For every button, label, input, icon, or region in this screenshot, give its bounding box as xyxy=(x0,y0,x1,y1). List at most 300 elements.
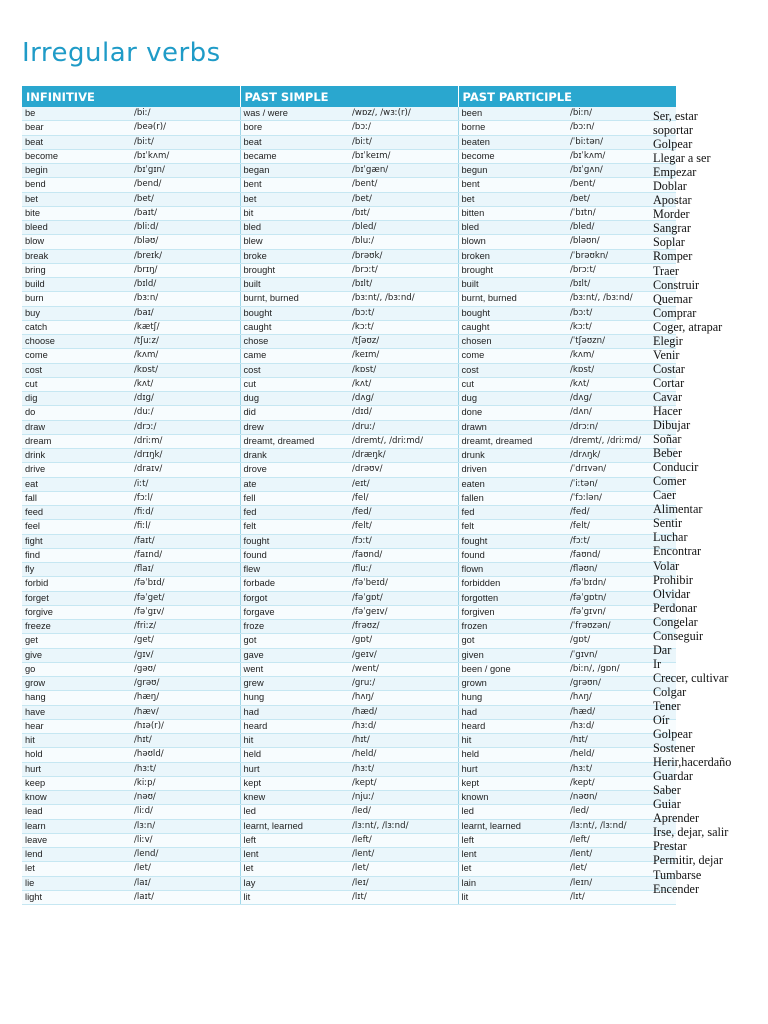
table-row xyxy=(22,107,676,121)
infinitive-pron-cell: /bɪˈgɪn/ xyxy=(131,164,240,178)
infinitive-pron-cell: /dɪg/ xyxy=(131,392,240,406)
past-participle-pron-cell: /ˈfrəʊzən/ xyxy=(567,620,676,634)
translation-item: Costar xyxy=(653,361,685,376)
past-participle-pron-cell: /lent/ xyxy=(567,848,676,862)
infinitive-cell: break xyxy=(22,249,131,263)
past-participle-pron-cell: /bent/ xyxy=(567,178,676,192)
past-simple-cell: caught xyxy=(240,320,349,334)
table-row xyxy=(22,776,676,790)
past-participle-pron-cell: /hæd/ xyxy=(567,705,676,719)
translation-item: Permitir, dejar xyxy=(653,853,723,868)
past-participle-pron-cell: /ˈbiːtən/ xyxy=(567,135,676,149)
infinitive-pron-cell: /liːv/ xyxy=(131,833,240,847)
past-participle-pron-cell: /ˈtʃəʊzn/ xyxy=(567,335,676,349)
translation-item: Volar xyxy=(653,558,680,573)
past-simple-pron-cell: /hæd/ xyxy=(349,705,458,719)
translation-item: Dar xyxy=(653,642,672,657)
past-simple-pron-cell: /lɜːnt/, /lɜːnd/ xyxy=(349,819,458,833)
past-simple-cell: gave xyxy=(240,648,349,662)
infinitive-cell: cut xyxy=(22,377,131,391)
infinitive-pron-cell: /bliːd/ xyxy=(131,221,240,235)
past-participle-pron-cell: /lɪt/ xyxy=(567,890,676,904)
past-participle-cell: been / gone xyxy=(458,662,567,676)
past-participle-cell: kept xyxy=(458,776,567,790)
infinitive-pron-cell: /friːz/ xyxy=(131,620,240,634)
past-participle-cell: borne xyxy=(458,121,567,135)
past-simple-pron-cell: /bɔː/ xyxy=(349,121,458,135)
translation-item: Congelar xyxy=(653,614,698,629)
translation-item: Sangrar xyxy=(653,221,691,236)
translation-item: soportar xyxy=(653,123,693,138)
translation-item: Ir xyxy=(653,656,662,671)
past-participle-pron-cell: /bɪlt/ xyxy=(567,278,676,292)
past-participle-pron-cell: /faʊnd/ xyxy=(567,548,676,562)
past-participle-pron-cell: /bled/ xyxy=(567,221,676,235)
past-simple-cell: built xyxy=(240,278,349,292)
infinitive-pron-cell: /grəʊ/ xyxy=(131,677,240,691)
translation-item: Crecer, cultivar xyxy=(653,670,729,685)
past-participle-pron-cell: /hɜːt/ xyxy=(567,762,676,776)
table-row xyxy=(22,890,676,904)
infinitive-pron-cell: /həʊld/ xyxy=(131,748,240,762)
past-participle-cell: driven xyxy=(458,463,567,477)
table-row xyxy=(22,235,676,249)
past-simple-pron-cell: /bent/ xyxy=(349,178,458,192)
past-simple-cell: forgot xyxy=(240,591,349,605)
translation-item: Llegar a ser xyxy=(653,151,711,166)
past-simple-pron-cell: /felt/ xyxy=(349,520,458,534)
table-row xyxy=(22,306,676,320)
past-participle-cell: had xyxy=(458,705,567,719)
table-row xyxy=(22,463,676,477)
past-participle-cell: lit xyxy=(458,890,567,904)
infinitive-pron-cell: /draɪv/ xyxy=(131,463,240,477)
infinitive-pron-cell: /tʃuːz/ xyxy=(131,335,240,349)
past-simple-pron-cell: /let/ xyxy=(349,862,458,876)
translation-item: Alimentar xyxy=(653,502,703,517)
infinitive-pron-cell: /lɜːn/ xyxy=(131,819,240,833)
infinitive-pron-cell: /drɪŋk/ xyxy=(131,449,240,463)
infinitive-pron-cell: /biːt/ xyxy=(131,135,240,149)
infinitive-pron-cell: /let/ xyxy=(131,862,240,876)
past-participle-cell: done xyxy=(458,406,567,420)
past-simple-pron-cell: /fəˈbeɪd/ xyxy=(349,577,458,591)
past-participle-cell: bought xyxy=(458,306,567,320)
translation-item: Irse, dejar, salir xyxy=(653,825,729,840)
past-simple-pron-cell: /kʌt/ xyxy=(349,377,458,391)
infinitive-cell: lead xyxy=(22,805,131,819)
infinitive-pron-cell: /bɪld/ xyxy=(131,278,240,292)
past-participle-pron-cell: /bləʊn/ xyxy=(567,235,676,249)
infinitive-pron-cell: /kiːp/ xyxy=(131,776,240,790)
translation-item: Tumbarse xyxy=(653,867,702,882)
infinitive-cell: catch xyxy=(22,320,131,334)
past-participle-pron-cell: /lɜːnt/, /lɜːnd/ xyxy=(567,819,676,833)
infinitive-cell: keep xyxy=(22,776,131,790)
past-simple-pron-cell: /fed/ xyxy=(349,506,458,520)
infinitive-cell: forbid xyxy=(22,577,131,591)
past-simple-cell: bought xyxy=(240,306,349,320)
table-row xyxy=(22,805,676,819)
past-participle-cell: forgiven xyxy=(458,605,567,619)
past-simple-cell: hit xyxy=(240,734,349,748)
past-participle-cell: let xyxy=(458,862,567,876)
infinitive-cell: burn xyxy=(22,292,131,306)
past-simple-pron-cell: /left/ xyxy=(349,833,458,847)
infinitive-pron-cell: /kætʃ/ xyxy=(131,320,240,334)
infinitive-cell: choose xyxy=(22,335,131,349)
past-participle-cell: frozen xyxy=(458,620,567,634)
past-participle-pron-cell: /fed/ xyxy=(567,506,676,520)
past-simple-cell: had xyxy=(240,705,349,719)
past-simple-cell: lit xyxy=(240,890,349,904)
past-participle-cell: burnt, burned xyxy=(458,292,567,306)
infinitive-pron-cell: /gəʊ/ xyxy=(131,662,240,676)
infinitive-pron-cell: /lend/ xyxy=(131,848,240,862)
translation-item: Saber xyxy=(653,783,681,798)
table-row xyxy=(22,363,676,377)
past-participle-cell: become xyxy=(458,149,567,163)
infinitive-pron-cell: /hɜːt/ xyxy=(131,762,240,776)
past-participle-cell: dreamt, dreamed xyxy=(458,434,567,448)
past-simple-cell: bore xyxy=(240,121,349,135)
past-simple-pron-cell: /wɒz/, /wɜː(r)/ xyxy=(349,107,458,121)
translation-item: Construir xyxy=(653,277,700,292)
infinitive-cell: have xyxy=(22,705,131,719)
past-participle-pron-cell: /fəˈgɪvn/ xyxy=(567,605,676,619)
infinitive-pron-cell: /bend/ xyxy=(131,178,240,192)
infinitive-cell: feel xyxy=(22,520,131,534)
past-simple-pron-cell: /bɔːt/ xyxy=(349,306,458,320)
table-row xyxy=(22,320,676,334)
past-simple-cell: became xyxy=(240,149,349,163)
past-participle-cell: brought xyxy=(458,263,567,277)
infinitive-cell: hold xyxy=(22,748,131,762)
past-simple-pron-cell: /bɪˈkeɪm/ xyxy=(349,149,458,163)
infinitive-cell: grow xyxy=(22,677,131,691)
past-simple-cell: dug xyxy=(240,392,349,406)
past-participle-pron-cell: /kɔːt/ xyxy=(567,320,676,334)
past-simple-cell: drew xyxy=(240,420,349,434)
past-simple-cell: cost xyxy=(240,363,349,377)
past-simple-cell: fell xyxy=(240,491,349,505)
past-simple-cell: lent xyxy=(240,848,349,862)
past-simple-pron-cell: /njuː/ xyxy=(349,791,458,805)
infinitive-cell: be xyxy=(22,107,131,121)
infinitive-cell: dig xyxy=(22,392,131,406)
past-participle-pron-cell: /hɜːd/ xyxy=(567,719,676,733)
past-participle-pron-cell: /bɜːnt/, /bɜːnd/ xyxy=(567,292,676,306)
translation-item: Comprar xyxy=(653,305,697,320)
past-simple-pron-cell: /went/ xyxy=(349,662,458,676)
past-participle-cell: come xyxy=(458,349,567,363)
translation-item: Ser, estar xyxy=(653,109,698,123)
infinitive-cell: forget xyxy=(22,591,131,605)
past-participle-pron-cell: /fəˈbɪdn/ xyxy=(567,577,676,591)
past-simple-cell: held xyxy=(240,748,349,762)
past-simple-pron-cell: /bɪˈgæn/ xyxy=(349,164,458,178)
table-row xyxy=(22,349,676,363)
infinitive-pron-cell: /liːd/ xyxy=(131,805,240,819)
infinitive-cell: bleed xyxy=(22,221,131,235)
past-participle-cell: cost xyxy=(458,363,567,377)
past-simple-cell: drove xyxy=(240,463,349,477)
infinitive-pron-cell: /bləʊ/ xyxy=(131,235,240,249)
past-simple-cell: flew xyxy=(240,563,349,577)
past-simple-cell: forgave xyxy=(240,605,349,619)
past-participle-pron-cell: /bɔːn/ xyxy=(567,121,676,135)
infinitive-pron-cell: /fəˈgɪv/ xyxy=(131,605,240,619)
infinitive-cell: forgive xyxy=(22,605,131,619)
past-participle-pron-cell: /brɔːt/ xyxy=(567,263,676,277)
past-simple-pron-cell: /biːt/ xyxy=(349,135,458,149)
infinitive-pron-cell: /bet/ xyxy=(131,192,240,206)
past-simple-pron-cell: /dremt/, /driːmd/ xyxy=(349,434,458,448)
infinitive-pron-cell: /baɪt/ xyxy=(131,206,240,220)
infinitive-pron-cell: /gɪv/ xyxy=(131,648,240,662)
table-row xyxy=(22,862,676,876)
infinitive-pron-cell: /fəˈget/ xyxy=(131,591,240,605)
past-simple-cell: felt xyxy=(240,520,349,534)
table-row xyxy=(22,563,676,577)
past-simple-cell: fought xyxy=(240,534,349,548)
infinitive-cell: bet xyxy=(22,192,131,206)
past-simple-cell: fed xyxy=(240,506,349,520)
table-row xyxy=(22,876,676,890)
infinitive-cell: bend xyxy=(22,178,131,192)
infinitive-cell: cost xyxy=(22,363,131,377)
table-row xyxy=(22,748,676,762)
past-participle-cell: led xyxy=(458,805,567,819)
past-simple-cell: led xyxy=(240,805,349,819)
past-participle-pron-cell: /led/ xyxy=(567,805,676,819)
translation-item: Traer xyxy=(653,263,679,278)
past-participle-cell: broken xyxy=(458,249,567,263)
past-participle-pron-cell: /ˈiːtən/ xyxy=(567,477,676,491)
infinitive-pron-cell: /hæv/ xyxy=(131,705,240,719)
infinitive-pron-cell: /hɪə(r)/ xyxy=(131,719,240,733)
translation-item: Morder xyxy=(653,207,690,222)
past-simple-pron-cell: /led/ xyxy=(349,805,458,819)
table-row xyxy=(22,121,676,135)
infinitive-cell: drive xyxy=(22,463,131,477)
past-simple-pron-cell: /lent/ xyxy=(349,848,458,862)
infinitive-pron-cell: /driːm/ xyxy=(131,434,240,448)
infinitive-cell: hit xyxy=(22,734,131,748)
past-participle-cell: bent xyxy=(458,178,567,192)
past-simple-pron-cell: /leɪ/ xyxy=(349,876,458,890)
translation-item: Coger, atrapar xyxy=(653,319,723,334)
infinitive-cell: buy xyxy=(22,306,131,320)
table-row xyxy=(22,292,676,306)
past-participle-pron-cell: /bɔːt/ xyxy=(567,306,676,320)
past-participle-cell: heard xyxy=(458,719,567,733)
infinitive-pron-cell: /duː/ xyxy=(131,406,240,420)
past-simple-cell: was / were xyxy=(240,107,349,121)
table-row xyxy=(22,192,676,206)
past-simple-pron-cell: /brɔːt/ xyxy=(349,263,458,277)
translation-item: Herir,hacerdaño xyxy=(653,755,732,770)
past-participle-pron-cell: /ˈdrɪvən/ xyxy=(567,463,676,477)
translation-item: Doblar xyxy=(653,179,687,194)
infinitive-cell: blow xyxy=(22,235,131,249)
table-row xyxy=(22,221,676,235)
table-row xyxy=(22,762,676,776)
table-row xyxy=(22,620,676,634)
past-simple-pron-cell: /drəʊv/ xyxy=(349,463,458,477)
infinitive-cell: bite xyxy=(22,206,131,220)
infinitive-cell: let xyxy=(22,862,131,876)
past-simple-cell: went xyxy=(240,662,349,676)
past-simple-cell: hurt xyxy=(240,762,349,776)
translation-item: Cortar xyxy=(653,375,685,390)
past-simple-cell: broke xyxy=(240,249,349,263)
translation-item: Soplar xyxy=(653,235,685,250)
verb-rows xyxy=(22,107,676,905)
past-simple-pron-cell: /fəˈgeɪv/ xyxy=(349,605,458,619)
past-participle-pron-cell: /fɔːt/ xyxy=(567,534,676,548)
infinitive-cell: get xyxy=(22,634,131,648)
infinitive-cell: beat xyxy=(22,135,131,149)
translation-item: Aprender xyxy=(653,811,700,826)
past-participle-pron-cell: /gɒt/ xyxy=(567,634,676,648)
infinitive-cell: eat xyxy=(22,477,131,491)
translation-item: Prohibir xyxy=(653,572,693,587)
past-simple-cell: chose xyxy=(240,335,349,349)
infinitive-pron-cell: /laɪ/ xyxy=(131,876,240,890)
past-simple-cell: came xyxy=(240,349,349,363)
past-participle-pron-cell: /nəʊn/ xyxy=(567,791,676,805)
past-participle-cell: fought xyxy=(458,534,567,548)
table-row xyxy=(22,178,676,192)
past-simple-cell: hung xyxy=(240,691,349,705)
past-simple-pron-cell: /held/ xyxy=(349,748,458,762)
past-participle-cell: built xyxy=(458,278,567,292)
past-simple-pron-cell: /hɜːt/ xyxy=(349,762,458,776)
past-participle-pron-cell: /hʌŋ/ xyxy=(567,691,676,705)
infinitive-pron-cell: /fəˈbɪd/ xyxy=(131,577,240,591)
table-row xyxy=(22,577,676,591)
table-row xyxy=(22,719,676,733)
table-row xyxy=(22,662,676,676)
translation-item: Oír xyxy=(653,713,670,728)
infinitive-cell: bear xyxy=(22,121,131,135)
table-row xyxy=(22,477,676,491)
past-participle-cell: grown xyxy=(458,677,567,691)
past-simple-cell: bent xyxy=(240,178,349,192)
past-participle-cell: eaten xyxy=(458,477,567,491)
past-participle-cell: drunk xyxy=(458,449,567,463)
past-participle-cell: bled xyxy=(458,221,567,235)
past-simple-cell: brought xyxy=(240,263,349,277)
translation-item: Conducir xyxy=(653,460,699,475)
past-simple-cell: left xyxy=(240,833,349,847)
past-simple-cell: bit xyxy=(240,206,349,220)
past-participle-cell: forbidden xyxy=(458,577,567,591)
translation-item: Cavar xyxy=(653,389,683,404)
past-simple-pron-cell: /fel/ xyxy=(349,491,458,505)
past-participle-cell: fed xyxy=(458,506,567,520)
past-simple-cell: let xyxy=(240,862,349,876)
past-participle-pron-cell: /ˈfɔːlən/ xyxy=(567,491,676,505)
translation-item: Golpear xyxy=(653,137,693,152)
past-participle-pron-cell: /bɪˈgʌn/ xyxy=(567,164,676,178)
past-participle-pron-cell: /hɪt/ xyxy=(567,734,676,748)
infinitive-pron-cell: /bɪˈkʌm/ xyxy=(131,149,240,163)
past-simple-cell: did xyxy=(240,406,349,420)
table-row xyxy=(22,548,676,562)
past-simple-pron-cell: /kept/ xyxy=(349,776,458,790)
header-infinitive: INFINITIVE xyxy=(22,86,240,107)
past-simple-pron-cell: /fluː/ xyxy=(349,563,458,577)
header-past-simple: PAST SIMPLE xyxy=(240,86,458,107)
translation-item: Caer xyxy=(653,488,677,503)
infinitive-cell: build xyxy=(22,278,131,292)
infinitive-pron-cell: /faɪnd/ xyxy=(131,548,240,562)
table-row xyxy=(22,833,676,847)
infinitive-pron-cell: /baɪ/ xyxy=(131,306,240,320)
past-participle-pron-cell: /felt/ xyxy=(567,520,676,534)
past-participle-pron-cell: /ˈgɪvn/ xyxy=(567,648,676,662)
past-participle-pron-cell: /fəˈgɒtn/ xyxy=(567,591,676,605)
table-row xyxy=(22,691,676,705)
infinitive-cell: drink xyxy=(22,449,131,463)
past-simple-cell: bled xyxy=(240,221,349,235)
past-participle-cell: chosen xyxy=(458,335,567,349)
past-participle-pron-cell: /kʌm/ xyxy=(567,349,676,363)
infinitive-cell: learn xyxy=(22,819,131,833)
translation-item: Golpear xyxy=(653,727,693,742)
past-participle-cell: dug xyxy=(458,392,567,406)
table-row xyxy=(22,164,676,178)
past-simple-pron-cell: /frəʊz/ xyxy=(349,620,458,634)
past-participle-pron-cell: /held/ xyxy=(567,748,676,762)
past-simple-cell: froze xyxy=(240,620,349,634)
translation-item: Sostener xyxy=(653,741,695,756)
infinitive-cell: light xyxy=(22,890,131,904)
past-participle-cell: blown xyxy=(458,235,567,249)
infinitive-cell: come xyxy=(22,349,131,363)
translation-list xyxy=(653,109,768,896)
past-simple-cell: drank xyxy=(240,449,349,463)
table-row xyxy=(22,263,676,277)
header-past-participle: PAST PARTICIPLE xyxy=(458,86,676,107)
past-simple-cell: forbade xyxy=(240,577,349,591)
past-simple-cell: knew xyxy=(240,791,349,805)
infinitive-pron-cell: /nəʊ/ xyxy=(131,791,240,805)
past-simple-pron-cell: /gruː/ xyxy=(349,677,458,691)
past-participle-cell: known xyxy=(458,791,567,805)
past-simple-pron-cell: /druː/ xyxy=(349,420,458,434)
infinitive-pron-cell: /hæŋ/ xyxy=(131,691,240,705)
past-simple-pron-cell: /tʃəʊz/ xyxy=(349,335,458,349)
translation-item: Colgar xyxy=(653,684,687,699)
translation-item: Olvidar xyxy=(653,586,691,601)
table-row xyxy=(22,605,676,619)
past-participle-cell: fallen xyxy=(458,491,567,505)
past-participle-pron-cell: /dʌn/ xyxy=(567,406,676,420)
past-simple-cell: dreamt, dreamed xyxy=(240,434,349,448)
infinitive-pron-cell: /bɜːn/ xyxy=(131,292,240,306)
past-participle-cell: cut xyxy=(458,377,567,391)
table-row xyxy=(22,449,676,463)
table-row xyxy=(22,434,676,448)
past-simple-pron-cell: /faʊnd/ xyxy=(349,548,458,562)
past-participle-pron-cell: /kept/ xyxy=(567,776,676,790)
infinitive-cell: go xyxy=(22,662,131,676)
past-participle-cell: found xyxy=(458,548,567,562)
past-simple-pron-cell: /bled/ xyxy=(349,221,458,235)
